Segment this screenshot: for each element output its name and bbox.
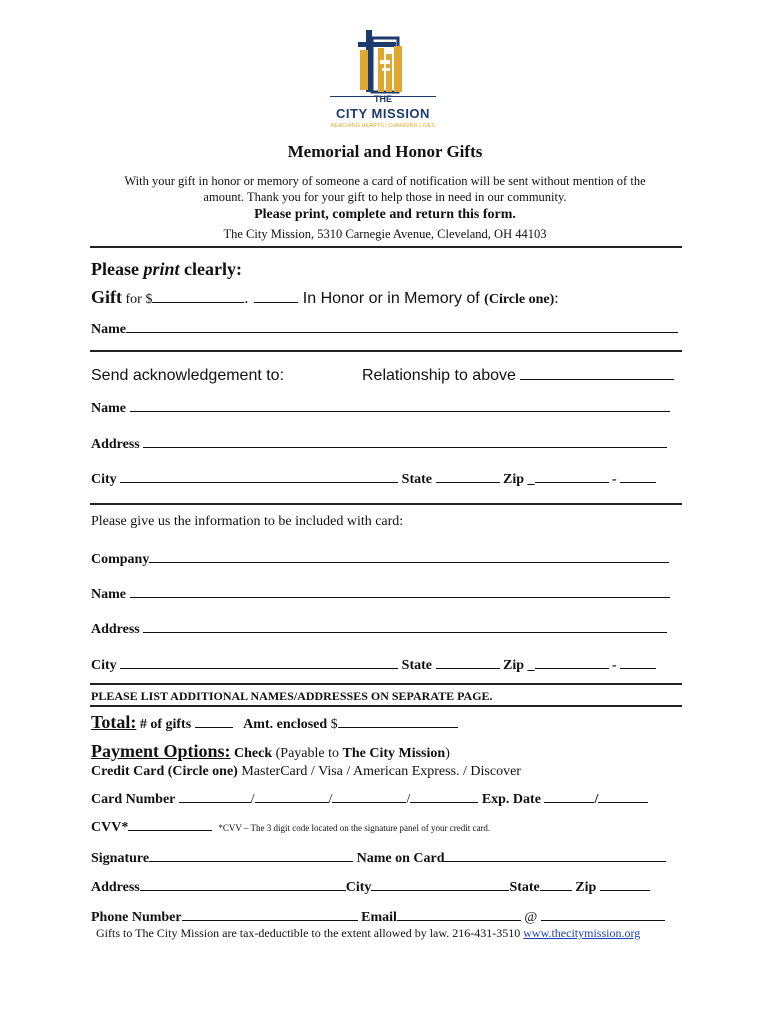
- relationship-row: Relationship to above: [362, 367, 674, 385]
- num-gifts-field[interactable]: [195, 715, 233, 728]
- card-number-part-2[interactable]: [255, 790, 329, 803]
- ack-name-row: Name: [91, 399, 670, 417]
- divider: [90, 683, 682, 685]
- amount-enclosed-field[interactable]: [338, 715, 458, 728]
- card-city-row: City State Zip _ -: [91, 656, 656, 674]
- email-domain-field[interactable]: [541, 908, 665, 921]
- card-state-field[interactable]: [436, 656, 500, 669]
- card-name-row: Name: [91, 585, 670, 603]
- ack-name-field[interactable]: [130, 399, 670, 412]
- honoree-name-field[interactable]: [126, 320, 678, 333]
- billing-address-field[interactable]: [140, 878, 346, 891]
- card-name-field[interactable]: [130, 585, 670, 598]
- please-print-heading: Please print clearly:: [91, 259, 242, 279]
- billing-city-field[interactable]: [371, 878, 509, 891]
- ack-address-row: Address: [91, 435, 667, 453]
- logo-small-text: THE: [374, 94, 392, 104]
- total-row: Total: # of gifts Amt. enclosed $: [91, 712, 458, 733]
- gift-cents-field[interactable]: [254, 290, 298, 303]
- email-user-field[interactable]: [397, 908, 521, 921]
- logo-name: CITY MISSION: [336, 106, 430, 121]
- city-mission-logo-icon: [322, 24, 444, 102]
- card-zip4-field[interactable]: [620, 656, 656, 669]
- relationship-field[interactable]: [520, 367, 674, 380]
- page-title: Memorial and Honor Gifts: [287, 142, 483, 161]
- billing-zip-field[interactable]: [600, 878, 650, 891]
- company-field[interactable]: [149, 550, 669, 563]
- footer: [96, 926, 640, 941]
- billing-address-row: Address City State Zip: [91, 878, 650, 896]
- cvv-row: CVV* *CVV – The 3 digit code located on the signature panel of your credit card.: [91, 820, 491, 835]
- gift-dollars-field[interactable]: [152, 290, 244, 303]
- honoree-name-row: Name: [91, 320, 678, 338]
- name-on-card-field[interactable]: [444, 849, 666, 862]
- website-link[interactable]: www.thecitymission.org: [523, 926, 641, 940]
- footer-text: Gifts to The City Mission are tax-deductible to the extent allowed by law. 216-431-3510: [96, 926, 521, 940]
- gift-row: Gift for $ . In Honor or in Memory of (Circle one):: [91, 287, 559, 307]
- logo-tagline: REACHING HEARTS | CHANGING LIVES: [330, 123, 435, 129]
- company-row: Company: [91, 550, 669, 568]
- divider: [90, 350, 682, 352]
- intro-line-1: With your gift in honor or memory of someone a card of notification will be sent without mention of the: [124, 174, 646, 188]
- ack-city-row: City State Zip _ -: [91, 470, 656, 488]
- logo: [322, 24, 444, 136]
- cvv-field[interactable]: [128, 818, 212, 831]
- ack-address-field[interactable]: [143, 435, 667, 448]
- billing-state-field[interactable]: [540, 878, 572, 891]
- card-address-row: Address: [91, 620, 667, 638]
- divider: [90, 503, 682, 505]
- ack-zip4-field[interactable]: [620, 470, 656, 483]
- ack-city-field[interactable]: [120, 470, 398, 483]
- send-ack-label: Send acknowledgement to:: [91, 367, 285, 384]
- exp-month-field[interactable]: [544, 790, 594, 803]
- instruction: Please print, complete and return this form.: [254, 207, 516, 222]
- divider: [90, 246, 682, 248]
- card-number-part-1[interactable]: [179, 790, 251, 803]
- mailing-address: The City Mission, 5310 Carnegie Avenue, Cleveland, OH 44103: [223, 227, 547, 241]
- divider: [90, 705, 682, 707]
- intro-line-2: amount. Thank you for your gift to help those in need in our community.: [203, 190, 567, 204]
- phone-field[interactable]: [182, 908, 358, 921]
- ack-zip-field[interactable]: [535, 470, 609, 483]
- signature-row: Signature Name on Card: [91, 849, 666, 867]
- phone-email-row: Phone Number Email @: [91, 908, 665, 926]
- card-zip-field[interactable]: [535, 656, 609, 669]
- card-city-field[interactable]: [120, 656, 398, 669]
- signature-field[interactable]: [149, 849, 353, 862]
- payment-options-row: Payment Options: Check (Payable to The City Mission): [91, 741, 450, 761]
- card-address-field[interactable]: [143, 620, 667, 633]
- card-number-row: Card Number / / / Exp. Date /: [91, 790, 648, 808]
- card-number-part-4[interactable]: [410, 790, 478, 803]
- cvv-note: *CVV – The 3 digit code located on the signature panel of your credit card.: [218, 823, 491, 833]
- card-info-instruction: Please give us the information to be included with card:: [91, 514, 404, 529]
- card-number-part-3[interactable]: [332, 790, 406, 803]
- exp-year-field[interactable]: [598, 790, 648, 803]
- credit-card-row: Credit Card (Circle one) MasterCard / Visa / American Express. / Discover: [91, 764, 521, 779]
- additional-names-notice: PLEASE LIST ADDITIONAL NAMES/ADDRESSES ON SEPARATE PAGE.: [91, 689, 493, 703]
- ack-state-field[interactable]: [436, 470, 500, 483]
